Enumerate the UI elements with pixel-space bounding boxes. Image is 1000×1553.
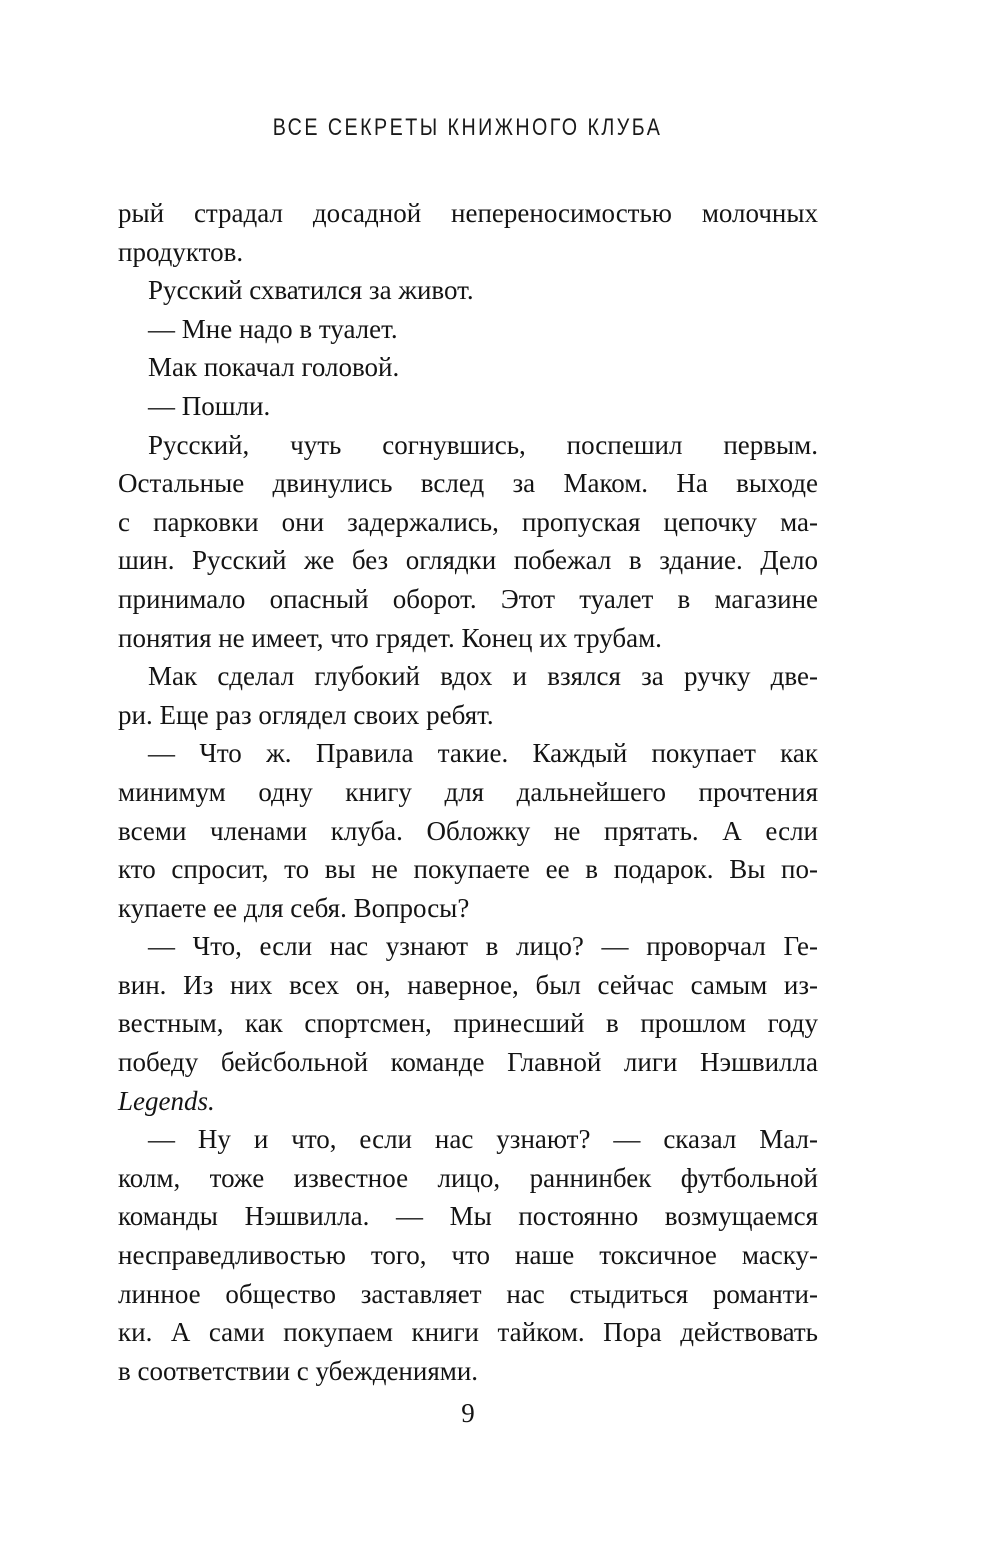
page-number: 9 <box>461 1398 475 1428</box>
running-header-text: ВСЕ СЕКРЕТЫ КНИЖНОГО КЛУБА <box>273 114 663 141</box>
text-line: Русский, чуть согнувшись, поспешил первым. <box>148 429 818 460</box>
text-line: — Ну и что, если нас узнают? — сказал Мал- <box>148 1124 818 1155</box>
text-line: рый страдал досадной непереносимостью молочных <box>118 198 818 228</box>
text-line: Мак сделал глубокий вдох и взялся за ручку две- <box>148 661 818 692</box>
paragraph <box>118 426 818 658</box>
text-line: вин. Из них всех он, наверное, был сейчас самым из- <box>118 969 818 1000</box>
paragraph <box>118 927 818 1120</box>
text-line: колм, тоже известное лицо, раннинбек футбольной <box>118 1162 818 1193</box>
text-line: продуктов. <box>118 236 244 267</box>
text-line: — Мне надо в туалет. <box>148 313 398 344</box>
text-line: купаете ее для себя. Вопросы? <box>118 892 470 923</box>
text-line: с парковки они задержались, пропуская цепочку ма- <box>118 506 818 537</box>
paragraph <box>118 348 818 387</box>
paragraph <box>118 194 818 271</box>
paragraph <box>118 387 818 426</box>
text-line: принимало опасный оборот. Этот туалет в магазине <box>118 583 818 614</box>
text-line: Мак покачал головой. <box>148 352 400 383</box>
text-line: ри. Еще раз оглядел своих ребят. <box>118 699 494 730</box>
text-line: Legends. <box>118 1085 215 1116</box>
text-line: понятия не имеет, что грядет. Конец их трубам. <box>118 622 662 653</box>
text-line: кто спросит, то вы не покупаете ее в подарок. Вы по- <box>118 854 818 885</box>
text-line: Русский схватился за живот. <box>148 275 474 306</box>
text-line: линное общество заставляет нас стыдиться романти- <box>118 1278 818 1309</box>
text-line: победу бейсбольной команде Главной лиги Нэшвилла <box>118 1047 818 1078</box>
text-line: команды Нэшвилла. — Мы постоянно возмущаемся <box>118 1201 818 1232</box>
paragraph <box>118 734 818 927</box>
paragraph <box>118 271 818 310</box>
text-line: — Что, если нас узнают в лицо? — проворчал Ге- <box>148 931 818 962</box>
text-line: — Что ж. Правила такие. Каждый покупает как <box>148 738 818 769</box>
text-line: ки. А сами покупаем книги тайком. Пора действовать <box>118 1317 818 1348</box>
text-line: несправедливостью того, что наше токсичное маску- <box>118 1240 818 1271</box>
text-line: шин. Русский же без оглядки побежал в здание. Дело <box>118 545 818 576</box>
text-line: — Пошли. <box>148 390 271 421</box>
running-header <box>118 114 818 142</box>
text-line: минимум одну книгу для дальнейшего прочтения <box>118 776 818 807</box>
paragraph <box>118 1120 818 1390</box>
text-line: вестным, как спортсмен, принесший в прошлом году <box>118 1008 818 1039</box>
text-line: всеми членами клуба. Обложку не прятать. А если <box>118 815 818 846</box>
text-block <box>118 194 818 1390</box>
text-line: Остальные двинулись вслед за Маком. На выходе <box>118 468 818 499</box>
paragraph <box>118 657 818 734</box>
text-line: в соответствии с убеждениями. <box>118 1355 479 1386</box>
paragraph <box>118 310 818 349</box>
